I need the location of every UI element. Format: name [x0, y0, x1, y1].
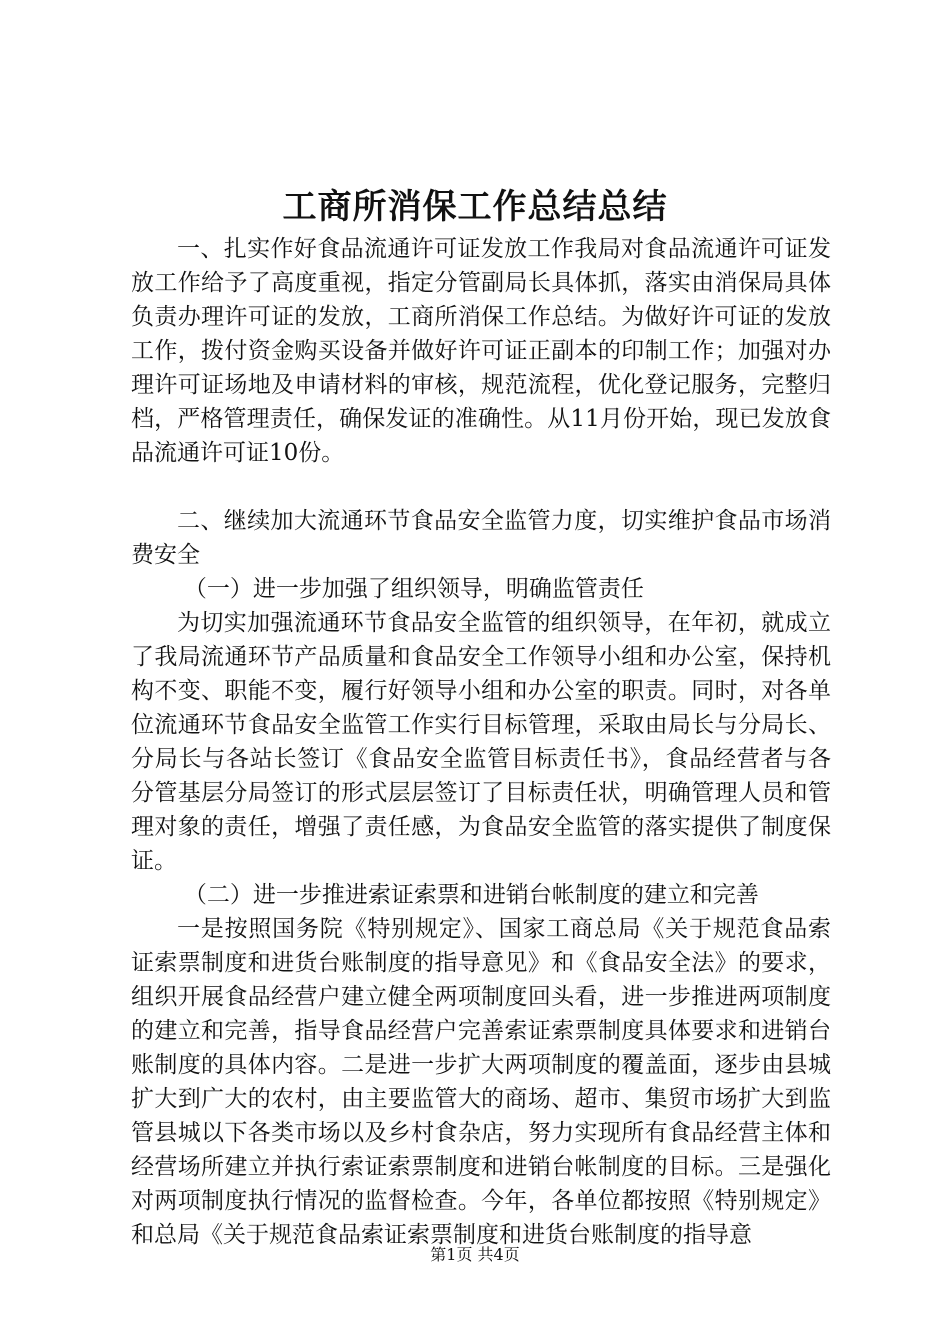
- paragraph-subsection-two-body: 一是按照国务院《特别规定》、国家工商总局《关于规范食品索证索票制度和进货台账制度的指导意见》和《食品安全法》的要求，组织开展食品经营户建立健全两项制度回头看，进一步推进两项制度的建立和完善，指导食品经营户完善索证索票制度具体要求和进销台账制度的具体内容。二是进一步扩大两项制度的覆盖面，逐步由县城扩大到广大的农村，由主要监管大的商场、超市、集贸市场扩大到监管县城以下各类市场以及乡村食杂店，努力实现所有食品经营主体和经营场所建立并执行索证索票制度和进销台帐制度的目标。三是强化对两项制度执行情况的监督检查。今年，各单位都按照《特别规定》和总局《关于规范食品索证索票制度和进货台账制度的指导意: [131, 916, 831, 1248]
- paragraph-subsection-one-heading: （一）进一步加强了组织领导，明确监管责任: [183, 576, 644, 602]
- document-title: 工商所消保工作总结总结: [282, 187, 668, 227]
- paragraph-subsection-two-heading: （二）进一步推进索证索票和进销台帐制度的建立和完善: [183, 882, 759, 908]
- paragraph-subsection-one-body: 为切实加强流通环节食品安全监管的组织领导，在年初，就成立了我局流通环节产品质量和食品安全工作领导小组和办公室，保持机构不变、职能不变，履行好领导小组和办公室的职责。同时，对各单位流通环节食品安全监管工作实行目标管理，采取由局长与分局长、分局长与各站长签订《食品安全监管目标责任书》，食品经营者与各分管基层分局签订的形式层层签订了目标责任状，明确管理人员和管理对象的责任，增强了责任感，为食品安全监管的落实提供了制度保证。: [131, 610, 831, 874]
- paragraph-section-one: 一、扎实作好食品流通许可证发放工作我局对食品流通许可证发放工作给予了高度重视，指定分管副局长具体抓，落实由消保局具体负责办理许可证的发放，工商所消保工作总结。为做好许可证的发放工作，拨付资金购买设备并做好许可证正副本的印制工作；加强对办理许可证场地及申请材料的审核，规范流程，优化登记服务，完整归档，严格管理责任，确保发证的准确性。从11月份开始，现已发放食品流通许可证10份。: [131, 236, 831, 466]
- document-body: [131, 232, 831, 1252]
- page-number-footer: 第1页 共4页: [430, 1245, 520, 1264]
- paragraph-section-two-heading: 二、继续加大流通环节食品安全监管力度，切实维护食品市场消费安全: [131, 508, 831, 568]
